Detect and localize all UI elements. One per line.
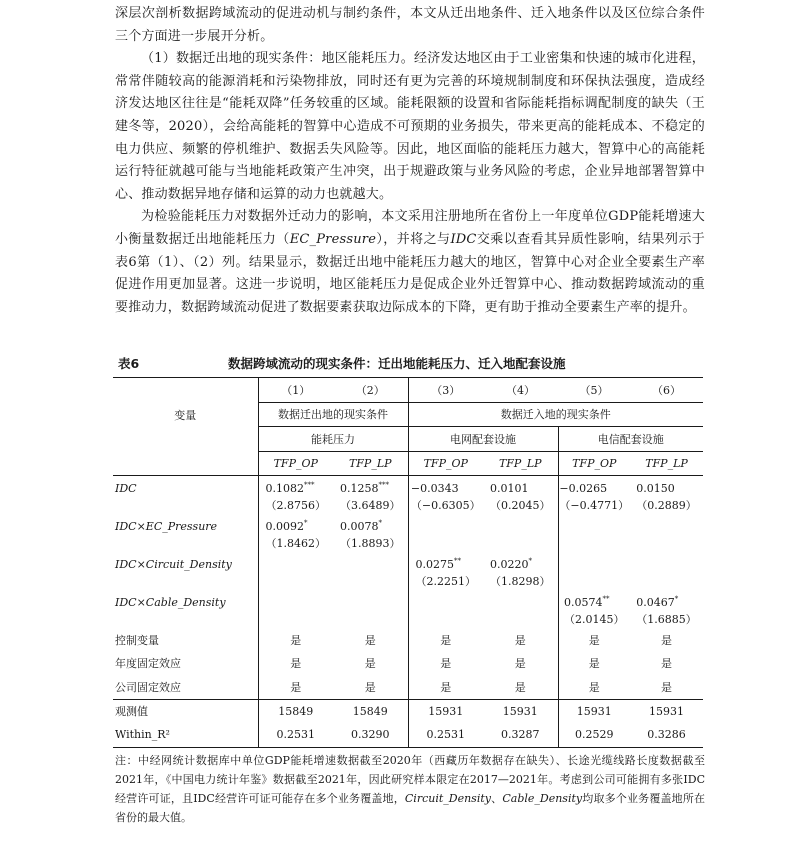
obs-6: 15931 [630,699,703,723]
cable-stars-5: ** [602,595,610,603]
circuit-stars-3: ** [454,557,461,565]
circuit-t-3: （2.2251） [415,575,476,588]
dep-var-2: TFP_LP [333,451,408,476]
row-observations [113,699,703,723]
idc-cell-3 [408,476,483,515]
row-controls [113,628,703,652]
r2-2: 0.3290 [333,723,408,747]
row-cable-label: IDC×Cable_Density [113,590,258,628]
table-title: 数据跨域流动的现实条件：迁出地能耗压力、迁入地配套设施 [228,356,566,371]
firm-fe-4: 是 [483,675,558,699]
col-num-6: （6） [630,378,703,403]
idc-stars-2: *** [378,481,389,489]
obs-label: 观测值 [113,699,258,723]
note-text-a: 注：中经网统计数据库中单位GDP能耗增速数据截至2020年（西藏历年数据存在缺失）、长途光缆线路长度数据截至2021年，《中国电力统计年鉴》数据截至2021年，因此研究样本限定在2017—2021年。考虑到公司可能拥有多张IDC经营许可证，且IDC经营许可证可能存在多个业务覆盖地， [115,754,705,805]
row-firm-fe [113,675,703,699]
row-circuit-density [113,552,703,590]
cable-cell-5 [558,590,630,628]
circuit-empty-2 [333,552,408,590]
ec-empty-3 [408,514,483,552]
idc-t-2: （3.6489） [340,499,401,512]
cable-stars-6: * [674,595,679,603]
var-ec-pressure: EC_Pressure [289,231,377,247]
col-number-row [113,378,703,403]
ec-cell-1 [258,514,333,552]
ec-cell-2 [333,514,408,552]
ec-empty-6 [630,514,703,552]
ec-empty-5 [558,514,630,552]
controls-1: 是 [290,633,302,647]
paragraph-test-b: ），并将之与 [376,231,451,247]
obs-2: 15849 [333,699,408,723]
idc-coef-3: −0.0343 [410,482,459,495]
circuit-empty-6 [630,552,703,590]
controls-6: 是 [661,633,672,647]
cable-coef-6: 0.0467 [636,596,675,609]
year-fe-1: 是 [290,657,302,671]
idc-coef-6: 0.0150 [636,482,675,495]
group-origin: 数据迁出地的现实条件 [258,402,408,427]
obs-4: 15931 [483,699,558,723]
table-note [115,751,705,827]
note-sep: 、 [490,792,503,805]
obs-1: 15849 [258,699,333,723]
year-fe-2: 是 [333,652,408,676]
col-num-5: （5） [558,378,630,403]
note-text-b: 均取多个业务覆盖地所在省份的最大值。 [115,792,706,824]
paragraph-test-a: 为检验能耗压力对数据外迁动力的影响，本文采用注册地所在省份上一年度单位GDP能耗增速大小衡量数据迁出地能耗压力（ [115,209,705,247]
var-idc: IDC [450,231,477,247]
obs-5: 15931 [558,699,630,723]
subgroup-energy: 能耗压力 [258,427,408,452]
subgroup-grid: 电网配套设施 [408,427,558,452]
year-fe-label: 年度固定效应 [113,652,258,676]
regression-table [113,377,703,748]
firm-fe-3: 是 [440,680,452,694]
cable-empty-1 [258,590,333,628]
circuit-cell-3 [408,552,483,590]
subgroup-telecom: 电信配套设施 [558,427,703,452]
circuit-coef-3: 0.0275 [415,558,454,571]
controls-label: 控制变量 [113,628,258,652]
note-var-cable: Cable_Density [502,792,583,805]
body-text [115,3,705,319]
ec-empty-4 [483,514,558,552]
firm-fe-label: 公司固定效应 [113,675,258,699]
idc-t-4: （0.2045） [490,499,551,512]
row-within-r2 [113,723,703,747]
year-fe-3: 是 [440,657,452,671]
cable-t-6: （1.6885） [636,613,697,626]
cable-t-5: （2.0145） [564,613,625,626]
idc-t-1: （2.8756） [265,499,326,512]
note-var-circuit: Circuit_Density [404,792,491,805]
group-destination: 数据迁入地的现实条件 [408,402,703,427]
ec-stars-1: * [304,519,308,527]
circuit-coef-4: 0.0220 [490,558,529,571]
dep-var-3: TFP_OP [408,451,483,476]
r2-6: 0.3286 [630,723,703,747]
row-idc-label: IDC [113,476,258,515]
col-num-4: （4） [483,378,558,403]
table-caption [118,354,708,374]
idc-cell-5 [558,476,630,515]
idc-t-3: （−0.6305） [410,499,481,512]
circuit-stars-4: * [528,557,532,565]
cable-empty-2 [333,590,408,628]
idc-cell-4 [483,476,558,515]
paragraph-energy-pressure: （1）数据迁出地的现实条件：地区能耗压力。经济发达地区由于工业密集和快速的城市化进程，常常伴随较高的能源消耗和污染物排放，同时还有更为完善的环境规制制度和环保执法强度，造成经济发达地区往往是“能耗双降”任务较重的区域。能耗限额的设置和省际能耗指标调配制度的缺失（王建冬等，2020），会给高能耗的智算中心造成不可预期的业务损失，带来更高的能耗成本、不稳定的电力供应、频繁的停机维护、数据丢失风险等。因此，地区面临的能耗压力越大，智算中心的高能耗运行特征就越可能与当地能耗政策产生冲突，出于规避政策与业务风险的考虑，企业异地部署智算中心、推动数据异地存储和运算的动力也就越大。 [115,51,705,202]
row-cable-density [113,590,703,628]
dep-var-6: TFP_LP [630,451,703,476]
col-num-1: （1） [258,378,333,403]
firm-fe-5: 是 [588,680,600,694]
row-ec-label: IDC×EC_Pressure [113,514,258,552]
firm-fe-6: 是 [661,680,672,694]
year-fe-5: 是 [588,657,600,671]
dep-var-row [113,451,703,476]
dep-var-1: TFP_OP [258,451,333,476]
ec-stars-2: * [378,519,382,527]
controls-2: 是 [333,628,408,652]
paragraph-test [115,206,705,319]
circuit-t-4: （1.8298） [490,575,551,588]
dep-var-4: TFP_LP [483,451,558,476]
cable-empty-4 [483,590,558,628]
controls-5: 是 [588,633,600,647]
idc-coef-2: 0.1258 [340,482,379,495]
idc-coef-5: −0.0265 [559,482,608,495]
controls-4: 是 [483,628,558,652]
ec-coef-2: 0.0078 [340,520,379,533]
ec-t-1: （1.8462） [265,537,326,550]
firm-fe-1: 是 [290,680,302,694]
ec-t-2: （1.8893） [340,537,401,550]
var-header: 变量 [113,378,258,452]
r2-label: Within_R² [113,723,258,747]
idc-cell-1 [258,476,333,515]
r2-3: 0.2531 [408,723,483,747]
row-idc [113,476,703,515]
idc-coef-1: 0.1082 [265,482,304,495]
table-number: 表6 [118,356,140,371]
idc-cell-2 [333,476,408,515]
circuit-empty-1 [258,552,333,590]
year-fe-4: 是 [483,652,558,676]
r2-1: 0.2531 [258,723,333,747]
dep-var-5: TFP_OP [558,451,630,476]
idc-cell-6 [630,476,703,515]
paragraph-intro: 深层次剖析数据跨域流动的促进动机与制约条件，本文从迁出地条件、迁入地条件以及区位综合条件三个方面进一步展开分析。 [115,6,705,44]
paragraph-test-c: 交乘以查看其异质性影响，结果列示于表6第（1）、（2）列。结果显示，数据迁出地中能耗压力越大的地区，智算中心对企业全要素生产率促进作用更加显著。这进一步说明，地区能耗压力是促成企业外迁智算中心、推动数据跨域流动的重要推动力，数据跨域流动促进了数据要素获取边际成本的下降，更有助于推动全要素生产率的提升。 [115,231,705,315]
row-ec-pressure [113,514,703,552]
r2-4: 0.3287 [483,723,558,747]
dep-var-blank [113,451,258,476]
col-num-2: （2） [333,378,408,403]
cable-cell-6 [630,590,703,628]
idc-stars-1: *** [304,481,315,489]
circuit-cell-4 [483,552,558,590]
row-circuit-label: IDC×Circuit_Density [113,552,258,590]
idc-t-5: （−0.4771） [559,499,630,512]
row-year-fe [113,652,703,676]
cable-empty-3 [408,590,483,628]
year-fe-6: 是 [661,657,672,671]
circuit-empty-5 [558,552,630,590]
controls-3: 是 [440,633,452,647]
firm-fe-2: 是 [333,675,408,699]
ec-coef-1: 0.0092 [265,520,304,533]
idc-t-6: （0.2889） [636,499,697,512]
r2-5: 0.2529 [558,723,630,747]
idc-coef-4: 0.0101 [490,482,529,495]
col-num-3: （3） [408,378,483,403]
cable-coef-5: 0.0574 [564,596,603,609]
obs-3: 15931 [408,699,483,723]
